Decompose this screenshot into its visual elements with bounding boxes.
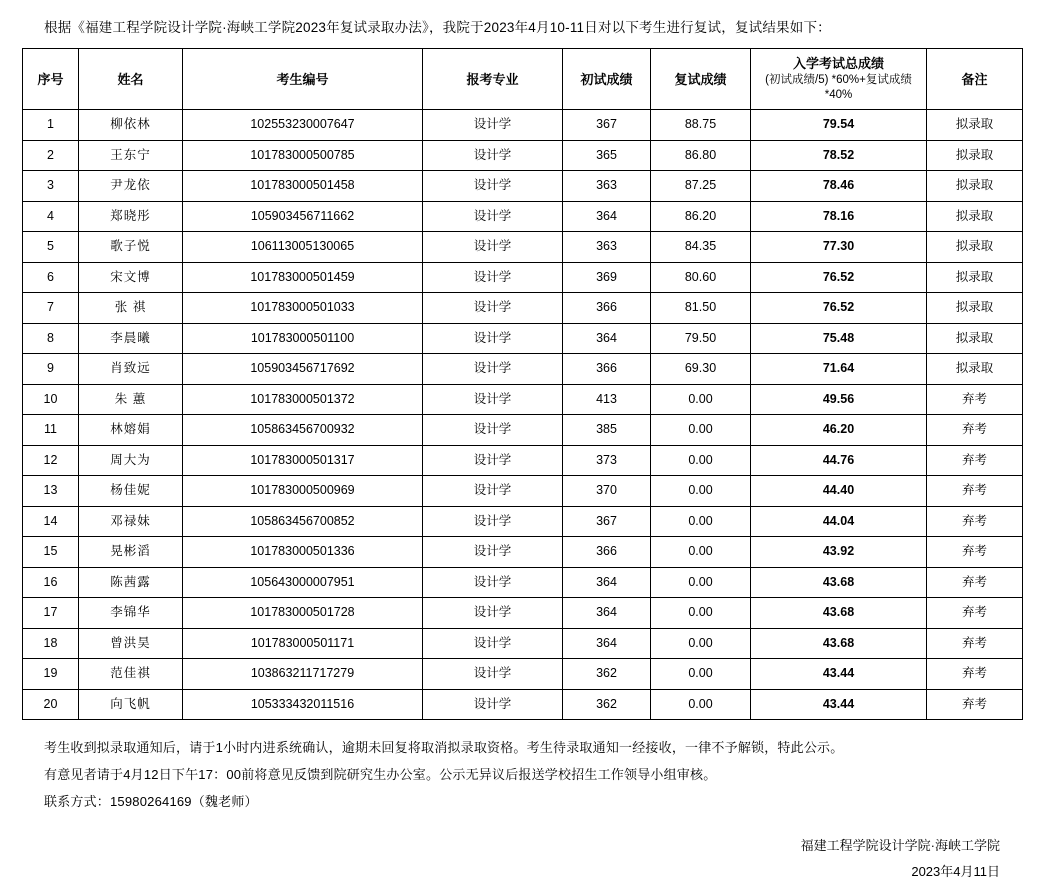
table-row	[23, 476, 1023, 507]
cell-first-score: 363	[563, 232, 651, 263]
table-row	[23, 598, 1023, 629]
cell-first-score: 363	[563, 171, 651, 202]
cell-major: 设计学	[423, 476, 563, 507]
cell-remark: 拟录取	[927, 323, 1023, 354]
cell-remark: 弃考	[927, 506, 1023, 537]
cell-first-score: 366	[563, 537, 651, 568]
table-row	[23, 201, 1023, 232]
cell-first-score: 364	[563, 323, 651, 354]
cell-candidate-id: 101783000501459	[183, 262, 423, 293]
cell-no: 8	[23, 323, 79, 354]
cell-candidate-id: 101783000501458	[183, 171, 423, 202]
cell-no: 12	[23, 445, 79, 476]
cell-major: 设计学	[423, 506, 563, 537]
cell-candidate-id: 101783000500785	[183, 140, 423, 171]
cell-first-score: 367	[563, 506, 651, 537]
cell-candidate-id: 105903456711662	[183, 201, 423, 232]
cell-no: 2	[23, 140, 79, 171]
cell-major: 设计学	[423, 201, 563, 232]
cell-total-score: 49.56	[751, 384, 927, 415]
cell-total-score: 43.92	[751, 537, 927, 568]
cell-total-score: 43.68	[751, 598, 927, 629]
cell-no: 3	[23, 171, 79, 202]
column-header-no: 序号	[23, 49, 79, 110]
cell-first-score: 366	[563, 293, 651, 324]
cell-second-score: 0.00	[651, 689, 751, 720]
cell-candidate-id: 101783000501100	[183, 323, 423, 354]
cell-no: 17	[23, 598, 79, 629]
table-header-row	[23, 49, 1023, 110]
cell-second-score: 0.00	[651, 567, 751, 598]
cell-major: 设计学	[423, 445, 563, 476]
cell-candidate-id: 105333432011516	[183, 689, 423, 720]
cell-second-score: 0.00	[651, 628, 751, 659]
cell-name: 陈茜露	[79, 567, 183, 598]
cell-major: 设计学	[423, 262, 563, 293]
cell-name: 王东宁	[79, 140, 183, 171]
cell-candidate-id: 105643000007951	[183, 567, 423, 598]
cell-remark: 拟录取	[927, 262, 1023, 293]
cell-major: 设计学	[423, 232, 563, 263]
cell-remark: 拟录取	[927, 171, 1023, 202]
table-row	[23, 384, 1023, 415]
cell-name: 周大为	[79, 445, 183, 476]
cell-name: 李锦华	[79, 598, 183, 629]
cell-major: 设计学	[423, 323, 563, 354]
cell-second-score: 88.75	[651, 110, 751, 141]
cell-second-score: 0.00	[651, 537, 751, 568]
cell-major: 设计学	[423, 171, 563, 202]
cell-first-score: 364	[563, 598, 651, 629]
cell-second-score: 87.25	[651, 171, 751, 202]
cell-major: 设计学	[423, 110, 563, 141]
cell-major: 设计学	[423, 140, 563, 171]
cell-first-score: 366	[563, 354, 651, 385]
cell-name: 张 祺	[79, 293, 183, 324]
cell-first-score: 362	[563, 689, 651, 720]
table-row	[23, 659, 1023, 690]
table-row	[23, 415, 1023, 446]
cell-candidate-id: 101783000501336	[183, 537, 423, 568]
cell-major: 设计学	[423, 384, 563, 415]
cell-candidate-id: 105863456700852	[183, 506, 423, 537]
note-line-3: 联系方式：15980264169（魏老师）	[44, 794, 258, 809]
signature-date: 2023年4月11日	[911, 864, 1000, 879]
signature-org: 福建工程学院设计学院·海峡工学院	[800, 838, 1000, 853]
cell-remark: 弃考	[927, 567, 1023, 598]
cell-second-score: 0.00	[651, 659, 751, 690]
cell-no: 20	[23, 689, 79, 720]
cell-major: 设计学	[423, 354, 563, 385]
cell-name: 曾洪昊	[79, 628, 183, 659]
cell-candidate-id: 106113005130065	[183, 232, 423, 263]
cell-second-score: 69.30	[651, 354, 751, 385]
cell-total-score: 43.68	[751, 628, 927, 659]
cell-second-score: 0.00	[651, 476, 751, 507]
cell-no: 10	[23, 384, 79, 415]
cell-name: 宋文博	[79, 262, 183, 293]
cell-remark: 弃考	[927, 445, 1023, 476]
cell-remark: 弃考	[927, 689, 1023, 720]
cell-no: 6	[23, 262, 79, 293]
cell-candidate-id: 101783000501372	[183, 384, 423, 415]
cell-no: 14	[23, 506, 79, 537]
cell-candidate-id: 101783000501171	[183, 628, 423, 659]
note-line-2: 有意见者请于4月12日下午17：00前将意见反馈到院研究生办公室。公示无异议后报送学校招生工作领导小组审核。	[44, 767, 717, 782]
cell-remark: 拟录取	[927, 293, 1023, 324]
cell-no: 18	[23, 628, 79, 659]
table-row	[23, 293, 1023, 324]
cell-total-score: 78.46	[751, 171, 927, 202]
cell-first-score: 367	[563, 110, 651, 141]
column-header-major: 报考专业	[423, 49, 563, 110]
cell-first-score: 365	[563, 140, 651, 171]
table-row	[23, 445, 1023, 476]
cell-name: 杨佳妮	[79, 476, 183, 507]
cell-first-score: 413	[563, 384, 651, 415]
column-header-remark: 备注	[927, 49, 1023, 110]
cell-first-score: 362	[563, 659, 651, 690]
cell-no: 4	[23, 201, 79, 232]
cell-name: 范佳祺	[79, 659, 183, 690]
cell-total-score: 76.52	[751, 293, 927, 324]
cell-total-score: 75.48	[751, 323, 927, 354]
cell-no: 15	[23, 537, 79, 568]
cell-major: 设计学	[423, 415, 563, 446]
cell-remark: 弃考	[927, 415, 1023, 446]
cell-major: 设计学	[423, 567, 563, 598]
cell-total-score: 78.16	[751, 201, 927, 232]
cell-candidate-id: 101783000501728	[183, 598, 423, 629]
table-row	[23, 323, 1023, 354]
table-row	[23, 110, 1023, 141]
cell-total-score: 44.40	[751, 476, 927, 507]
column-header-total-formula: (初试成绩/5) *60%+复试成绩*40%	[765, 74, 912, 101]
cell-no: 7	[23, 293, 79, 324]
cell-remark: 拟录取	[927, 140, 1023, 171]
cell-second-score: 0.00	[651, 598, 751, 629]
cell-no: 5	[23, 232, 79, 263]
cell-name: 肖致远	[79, 354, 183, 385]
cell-second-score: 86.20	[651, 201, 751, 232]
column-header-total-main: 入学考试总成绩	[792, 56, 884, 71]
cell-candidate-id: 102553230007647	[183, 110, 423, 141]
cell-name: 向飞帆	[79, 689, 183, 720]
table-row	[23, 689, 1023, 720]
cell-remark: 弃考	[927, 628, 1023, 659]
cell-first-score: 385	[563, 415, 651, 446]
cell-remark: 弃考	[927, 384, 1023, 415]
cell-second-score: 79.50	[651, 323, 751, 354]
cell-major: 设计学	[423, 689, 563, 720]
cell-total-score: 44.76	[751, 445, 927, 476]
cell-name: 林嫆娟	[79, 415, 183, 446]
cell-remark: 拟录取	[927, 201, 1023, 232]
cell-remark: 拟录取	[927, 354, 1023, 385]
cell-remark: 弃考	[927, 598, 1023, 629]
cell-total-score: 44.04	[751, 506, 927, 537]
column-header-second-score: 复试成绩	[651, 49, 751, 110]
cell-no: 19	[23, 659, 79, 690]
cell-name: 郑晓彤	[79, 201, 183, 232]
table-row	[23, 354, 1023, 385]
cell-name: 柳依林	[79, 110, 183, 141]
cell-candidate-id: 105863456700932	[183, 415, 423, 446]
cell-total-score: 77.30	[751, 232, 927, 263]
cell-candidate-id: 101783000500969	[183, 476, 423, 507]
cell-first-score: 373	[563, 445, 651, 476]
cell-major: 设计学	[423, 293, 563, 324]
cell-name: 邓禄妹	[79, 506, 183, 537]
cell-total-score: 79.54	[751, 110, 927, 141]
column-header-first-score: 初试成绩	[563, 49, 651, 110]
cell-candidate-id: 105903456717692	[183, 354, 423, 385]
cell-name: 朱 蕙	[79, 384, 183, 415]
cell-major: 设计学	[423, 659, 563, 690]
table-row	[23, 567, 1023, 598]
table-row	[23, 262, 1023, 293]
column-header-candidate-id: 考生编号	[183, 49, 423, 110]
table-row	[23, 506, 1023, 537]
cell-total-score: 76.52	[751, 262, 927, 293]
cell-second-score: 80.60	[651, 262, 751, 293]
cell-first-score: 364	[563, 628, 651, 659]
cell-total-score: 78.52	[751, 140, 927, 171]
cell-candidate-id: 101783000501317	[183, 445, 423, 476]
note-line-1: 考生收到拟录取通知后，请于1小时内进系统确认，逾期未回复将取消拟录取资格。考生待录取通知一经接收，一律不予解锁，特此公示。	[44, 740, 844, 755]
cell-second-score: 81.50	[651, 293, 751, 324]
cell-second-score: 84.35	[651, 232, 751, 263]
cell-total-score: 43.44	[751, 659, 927, 690]
cell-total-score: 43.68	[751, 567, 927, 598]
cell-name: 尹龙依	[79, 171, 183, 202]
cell-no: 9	[23, 354, 79, 385]
table-row	[23, 537, 1023, 568]
cell-total-score: 46.20	[751, 415, 927, 446]
column-header-total-score	[751, 49, 927, 110]
cell-remark: 弃考	[927, 659, 1023, 690]
cell-no: 16	[23, 567, 79, 598]
intro-paragraph: 根据《福建工程学院设计学院·海峡工学院2023年复试录取办法》，我院于2023年4月10-11日对以下考生进行复试，复试结果如下：	[44, 20, 831, 35]
cell-first-score: 370	[563, 476, 651, 507]
cell-name: 李晨曦	[79, 323, 183, 354]
table-header	[23, 49, 1023, 110]
cell-total-score: 71.64	[751, 354, 927, 385]
cell-no: 1	[23, 110, 79, 141]
notes-section	[22, 734, 1022, 815]
cell-name: 晃彬滔	[79, 537, 183, 568]
cell-second-score: 0.00	[651, 445, 751, 476]
cell-total-score: 43.44	[751, 689, 927, 720]
cell-remark: 弃考	[927, 476, 1023, 507]
cell-remark: 弃考	[927, 537, 1023, 568]
cell-second-score: 0.00	[651, 415, 751, 446]
cell-candidate-id: 101783000501033	[183, 293, 423, 324]
signature-block	[22, 833, 1022, 885]
cell-second-score: 0.00	[651, 506, 751, 537]
cell-first-score: 364	[563, 201, 651, 232]
cell-second-score: 0.00	[651, 384, 751, 415]
admission-results-table	[22, 48, 1023, 720]
table-row	[23, 140, 1023, 171]
cell-first-score: 369	[563, 262, 651, 293]
cell-name: 歌子悦	[79, 232, 183, 263]
cell-no: 13	[23, 476, 79, 507]
cell-major: 设计学	[423, 537, 563, 568]
table-row	[23, 628, 1023, 659]
column-header-name: 姓名	[79, 49, 183, 110]
cell-remark: 拟录取	[927, 110, 1023, 141]
cell-remark: 拟录取	[927, 232, 1023, 263]
cell-major: 设计学	[423, 628, 563, 659]
table-body	[23, 110, 1023, 720]
cell-first-score: 364	[563, 567, 651, 598]
cell-no: 11	[23, 415, 79, 446]
table-row	[23, 232, 1023, 263]
table-row	[23, 171, 1023, 202]
cell-second-score: 86.80	[651, 140, 751, 171]
cell-candidate-id: 103863211717279	[183, 659, 423, 690]
cell-major: 设计学	[423, 598, 563, 629]
